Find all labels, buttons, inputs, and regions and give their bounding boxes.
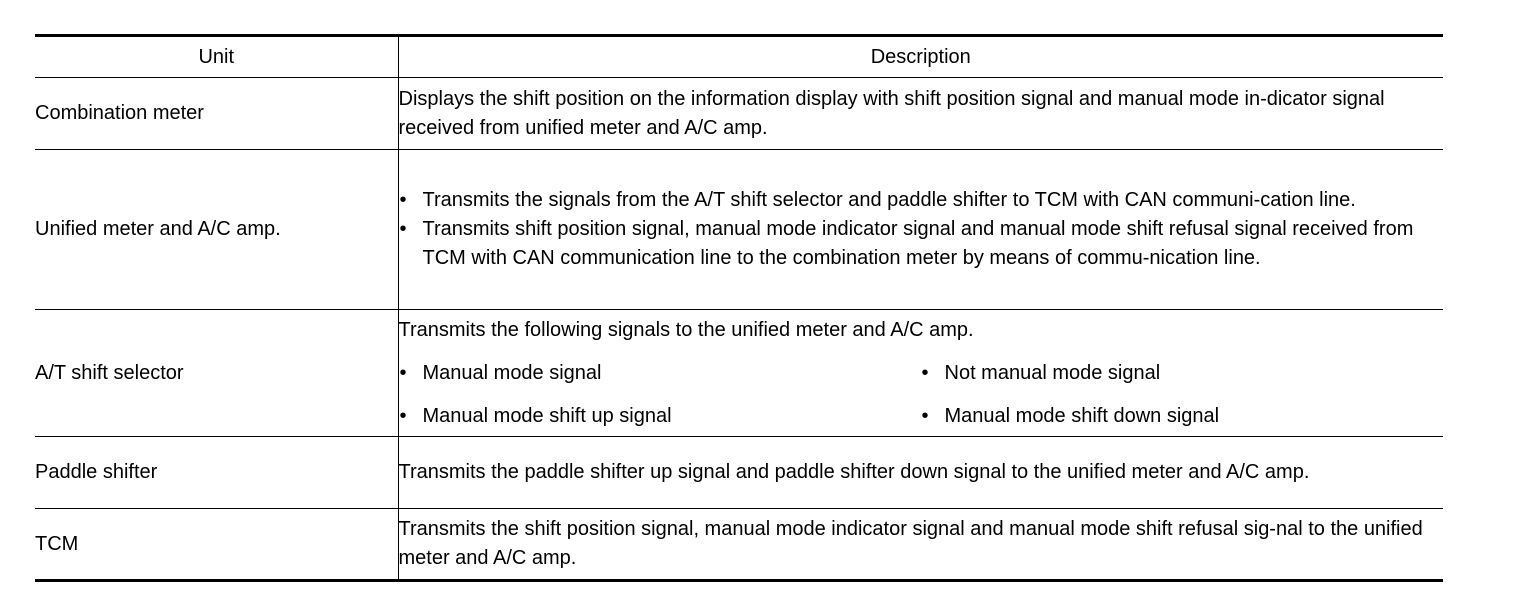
description-cell — [398, 78, 1443, 150]
description-cell — [398, 437, 1443, 509]
description-cell — [398, 509, 1443, 581]
signal-list — [399, 359, 1444, 431]
table-row — [35, 78, 1443, 150]
unit-cell: Unified meter and A/C amp. — [35, 150, 398, 310]
table-row — [35, 437, 1443, 509]
description-text: Transmits the shift position signal, manual mode indicator signal and manual mode shift refusal sig-nal to the unified meter and A/C amp. — [398, 518, 1423, 569]
description-text: Displays the shift position on the information display with shift position signal and manual mode in-dicator signal received from unified meter and A/C amp. — [398, 87, 1385, 139]
description-cell — [398, 310, 1443, 437]
description-column-header: Description — [398, 36, 1443, 78]
unit-column-header: Unit — [35, 36, 398, 78]
unit-cell: Paddle shifter — [35, 437, 398, 509]
description-text: Transmits the paddle shifter up signal and paddle shifter down signal to the unified meter and A/C amp. — [398, 461, 1310, 483]
table-row — [35, 310, 1443, 437]
unit-description-table — [35, 34, 1443, 582]
description-cell — [398, 150, 1443, 310]
bullet-item: • Transmits shift position signal, manual mode indicator signal and manual mode shift refusal signal received from TCM with CAN communication line to the combination meter by means of commu-nication line. — [399, 215, 1444, 273]
table-row — [35, 150, 1443, 310]
bullet-item: • Manual mode signal — [399, 359, 921, 388]
bullet-item: • Manual mode shift up signal — [399, 402, 921, 431]
bullet-item: • Transmits the signals from the A/T shift selector and paddle shifter to TCM with CAN communi-cation line. — [399, 186, 1444, 215]
bullet-item: • Manual mode shift down signal — [921, 402, 1444, 431]
unit-cell: TCM — [35, 509, 398, 581]
table-header-row — [35, 36, 1443, 78]
unit-cell: Combination meter — [35, 78, 398, 150]
table-row — [35, 509, 1443, 581]
description-text: Transmits the following signals to the unified meter and A/C amp. — [398, 318, 974, 341]
bullet-item: • Not manual mode signal — [921, 359, 1444, 388]
unit-cell: A/T shift selector — [35, 310, 398, 437]
